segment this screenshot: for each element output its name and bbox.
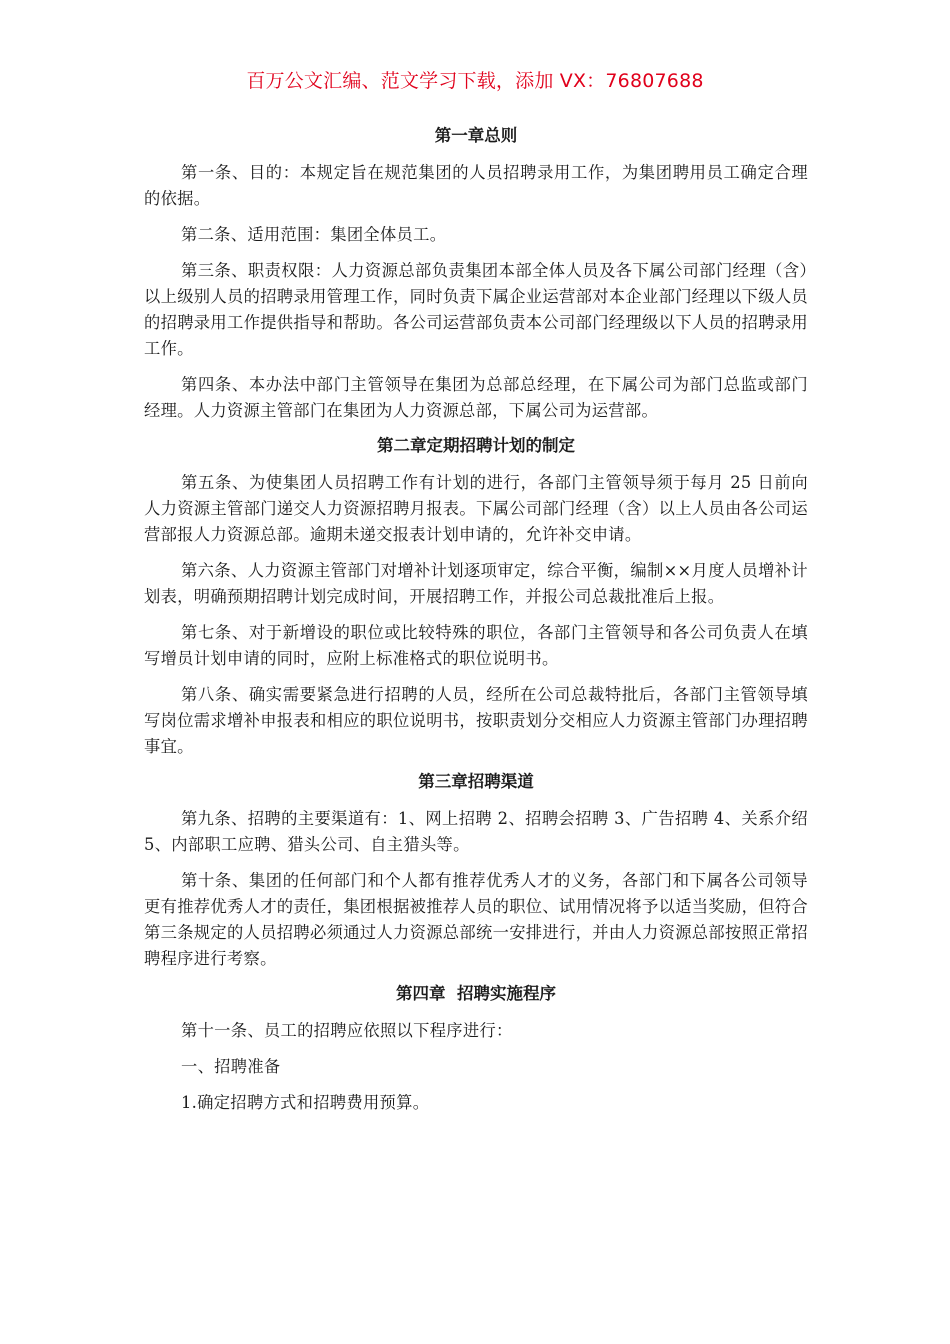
header-banner: 百万公文汇编、范文学习下载，添加 VX：76807688 bbox=[246, 70, 704, 92]
article-6: 第六条、人力资源主管部门对增补计划逐项审定，综合平衡，编制××月度人员增补计划表，明确预期招聘计划完成时间，开展招聘工作，并报公司总裁批准后上报。 bbox=[144, 561, 808, 606]
article-9: 第九条、招聘的主要渠道有：1、网上招聘 2、招聘会招聘 3、广告招聘 4、关系介绍 5、内部职工应聘、猎头公司、自主猎头等。 bbox=[144, 809, 808, 854]
article-3: 第三条、职责权限：人力资源总部负责集团本部全体人员及各下属公司部门经理（含）以上级别人员的招聘录用管理工作，同时负责下属企业运营部对本企业部门经理以下级人员的招聘录用工作提供指导和帮助。各公司运营部负责本公司部门经理级以下人员的招聘录用工作。 bbox=[144, 261, 808, 358]
article-7: 第七条、对于新增设的职位或比较特殊的职位，各部门主管领导和各公司负责人在填写增员计划申请的同时，应附上标准格式的职位说明书。 bbox=[144, 623, 808, 668]
article-1: 第一条、目的：本规定旨在规范集团的人员招聘录用工作，为集团聘用员工确定合理的依据。 bbox=[144, 163, 808, 208]
chapter-2-title: 第二章定期招聘计划的制定 bbox=[377, 436, 575, 455]
article-10: 第十条、集团的任何部门和个人都有推荐优秀人才的义务，各部门和下属各公司领导更有推荐优秀人才的责任，集团根据被推荐人员的职位、试用情况将予以适当奖励，但符合第三条规定的人员招聘必须通过人力资源总部统一安排进行，并由人力资源总部按照正常招聘程序进行考察。 bbox=[144, 871, 808, 968]
article-4: 第四条、本办法中部门主管领导在集团为总部总经理，在下属公司为部门总监或部门经理。人力资源主管部门在集团为人力资源总部，下属公司为运营部。 bbox=[144, 375, 808, 420]
chapter-4-title: 第四章 招聘实施程序 bbox=[396, 984, 556, 1003]
section-recruitment-prep: 一、招聘准备 bbox=[181, 1057, 281, 1076]
article-2: 第二条、适用范围：集团全体员工。 bbox=[181, 225, 447, 244]
document-body bbox=[144, 124, 808, 1126]
item-1-method-budget: 1.确定招聘方式和招聘费用预算。 bbox=[181, 1093, 430, 1112]
article-8: 第八条、确实需要紧急进行招聘的人员，经所在公司总裁特批后，各部门主管领导填写岗位需求增补申报表和相应的职位说明书，按职责划分交相应人力资源主管部门办理招聘事宜。 bbox=[144, 685, 808, 756]
article-5: 第五条、为使集团人员招聘工作有计划的进行，各部门主管领导须于每月 25 日前向人力资源主管部门递交人力资源招聘月报表。下属公司部门经理（含）以上人员由各公司运营部报人力资源总部。逾期未递交报表计划申请的，允许补交申请。 bbox=[144, 473, 808, 544]
chapter-1-title: 第一章总则 bbox=[434, 126, 518, 145]
chapter-3-title: 第三章招聘渠道 bbox=[418, 772, 534, 791]
article-11: 第十一条、员工的招聘应依照以下程序进行： bbox=[181, 1021, 513, 1040]
